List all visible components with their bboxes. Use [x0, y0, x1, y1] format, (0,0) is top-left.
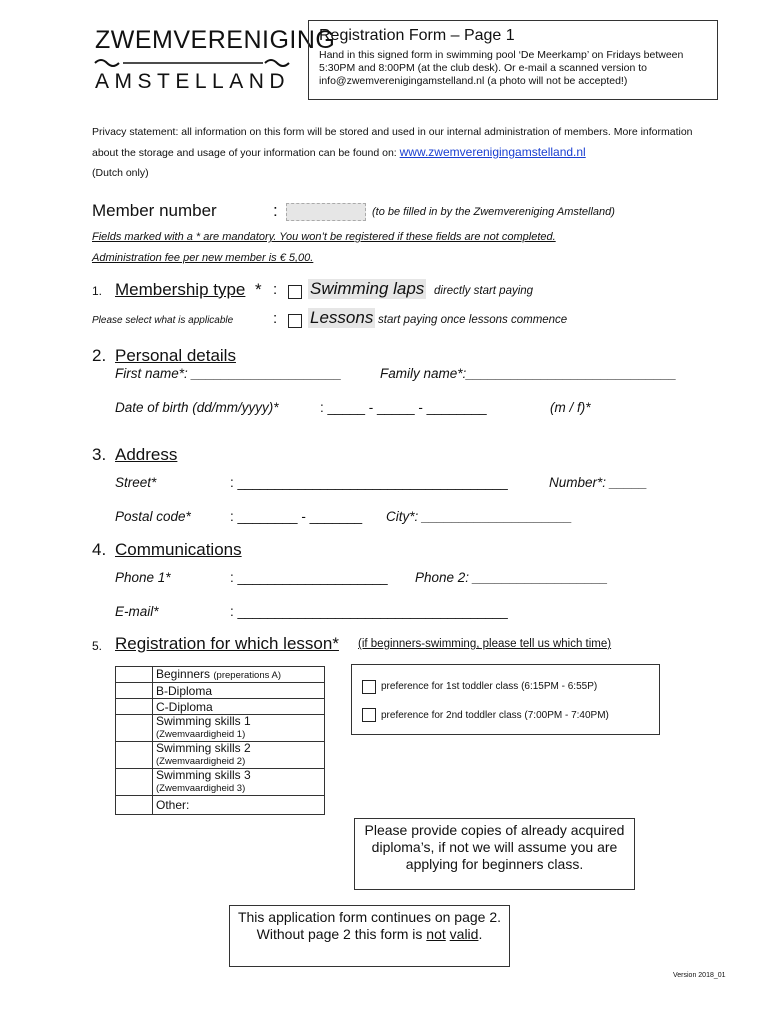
- postal-code-label: Postal code*: [115, 509, 191, 524]
- lessons-note: start paying once lessons commence: [378, 314, 568, 326]
- lesson-checkbox-cell[interactable]: [116, 742, 153, 769]
- dob-label: Date of birth (dd/mm/yyyy)*: [115, 400, 279, 415]
- lesson-row: [116, 742, 325, 769]
- member-number-label: Member number: [92, 201, 217, 220]
- member-number-field[interactable]: [286, 203, 366, 221]
- not-text: not: [426, 926, 446, 942]
- phone1-label: Phone 1*: [115, 570, 171, 585]
- fee-note: Administration fee per new member is € 5,00.: [92, 252, 314, 264]
- continues-notice: [229, 905, 510, 967]
- section-5-number: 5.: [92, 639, 103, 653]
- valid-text: valid: [449, 926, 479, 942]
- lesson-row: [116, 769, 325, 796]
- lesson-name: Other:: [156, 798, 190, 812]
- version-label: Version 2018_01: [673, 972, 726, 979]
- lesson-row: [116, 699, 325, 715]
- city-field[interactable]: City*: ____________________: [386, 509, 573, 524]
- lesson-name: Swimming skills 3: [156, 768, 251, 782]
- phone1-field[interactable]: : ____________________: [230, 570, 388, 585]
- communications-title: Communications: [115, 540, 242, 559]
- lesson-name-cell: [153, 667, 325, 683]
- lesson-name-cell: [153, 715, 325, 742]
- postal-code-field[interactable]: : ________ - _______: [230, 509, 363, 524]
- lessons-label: Lessons: [310, 308, 374, 327]
- lesson-name: B-Diploma: [156, 683, 213, 698]
- section-2-number: 2.: [92, 346, 107, 365]
- lesson-name-cell: [153, 683, 325, 699]
- section-3-number: 3.: [92, 445, 107, 464]
- lesson-checkbox-cell[interactable]: [116, 796, 153, 815]
- diploma-notice: Please provide copies of already acquired diploma’s, if not we will assume you are applying for beginners class.: [354, 818, 635, 890]
- membership-colon-1: :: [273, 281, 278, 298]
- lesson-name: Swimming skills 1: [156, 714, 251, 728]
- lesson-row: [116, 796, 325, 815]
- swimming-laps-checkbox[interactable]: [288, 285, 302, 299]
- membership-hint: Please select what is applicable: [92, 315, 234, 326]
- email-field[interactable]: : ____________________________________: [230, 604, 508, 619]
- membership-title: Membership type: [115, 280, 246, 299]
- house-number-field[interactable]: Number*: _____: [549, 475, 648, 490]
- membership-star: *: [255, 280, 262, 299]
- lessons-checkbox[interactable]: [288, 314, 302, 328]
- lesson-checkbox-cell[interactable]: [116, 769, 153, 796]
- street-label: Street*: [115, 475, 157, 490]
- lesson-row: [116, 667, 325, 683]
- toddler-preference-box: [351, 664, 660, 735]
- membership-colon-2: :: [273, 310, 278, 327]
- logo-line-2: AMSTELLAND: [95, 70, 291, 93]
- email-label: E-mail*: [115, 604, 159, 619]
- website-link[interactable]: www.zwemverenigingamstelland.nl: [399, 145, 586, 159]
- lesson-name-cell: [153, 796, 325, 815]
- toddler-2-checkbox[interactable]: [362, 708, 376, 722]
- section-1-number: 1.: [92, 284, 103, 298]
- privacy-dutch-only: (Dutch only): [92, 167, 149, 179]
- section-4-number: 4.: [92, 540, 107, 559]
- dob-field[interactable]: : _____ - _____ - ________: [320, 400, 487, 415]
- lesson-name: Beginners: [156, 666, 211, 681]
- lesson-name-cell: [153, 699, 325, 715]
- lesson-sub: (Zwemvaardigheid 1): [156, 729, 246, 740]
- lesson-title: Registration for which lesson*: [115, 634, 339, 653]
- lesson-sub: (Zwemvaardigheid 2): [156, 756, 246, 767]
- lesson-checkbox-cell[interactable]: [116, 667, 153, 683]
- form-title: Registration Form – Page 1: [319, 27, 515, 44]
- lesson-row: [116, 715, 325, 742]
- lesson-name: Swimming skills 2: [156, 741, 251, 755]
- privacy-text: Privacy statement: all information on this form will be stored and used in our internal administration of members. More information about the storage and usage of your information can be found on:: [92, 126, 693, 159]
- period-text: .: [478, 926, 483, 942]
- member-colon: :: [273, 201, 278, 220]
- lesson-note: (if beginners-swimming, please tell us which time): [358, 638, 612, 650]
- address-title: Address: [115, 445, 178, 464]
- lesson-checkbox-cell[interactable]: [116, 683, 153, 699]
- phone2-field[interactable]: Phone 2: __________________: [415, 570, 608, 585]
- lesson-name-cell: [153, 769, 325, 796]
- lesson-checkbox-cell[interactable]: [116, 715, 153, 742]
- toddler-1-label: preference for 1st toddler class (6:15PM - 6:55P): [381, 681, 598, 692]
- lesson-table: [115, 666, 325, 815]
- wave-logo-icon: [93, 56, 293, 70]
- gender-field[interactable]: (m / f)*: [550, 400, 591, 415]
- lesson-name-cell: [153, 742, 325, 769]
- logo-line-1: ZWEMVERENIGING: [95, 26, 336, 54]
- toddler-1-checkbox[interactable]: [362, 680, 376, 694]
- privacy-statement: [92, 122, 712, 183]
- lesson-row: [116, 683, 325, 699]
- street-field[interactable]: : ____________________________________: [230, 475, 508, 490]
- lesson-name: C-Diploma: [156, 699, 213, 714]
- lesson-sub: (Zwemvaardigheid 3): [156, 783, 246, 794]
- lesson-sub: (preperations A): [213, 669, 281, 681]
- lesson-checkbox-cell[interactable]: [116, 699, 153, 715]
- hand-in-note: Hand in this signed form in swimming pool ‘De Meerkamp’ on Fridays between 5:30PM and 8:00PM (at the club desk). Or e-mail a scanned version to info@zwemverenigingamstelland.nl (a photo will not be accepted!): [319, 49, 684, 87]
- first-name-field[interactable]: First name*: ____________________: [115, 366, 342, 381]
- mandatory-note: Fields marked with a * are mandatory. You won’t be registered if these fields are not completed.: [92, 231, 556, 243]
- header-box: [308, 20, 718, 100]
- swimming-laps-label: Swimming laps: [310, 279, 425, 298]
- member-number-note: (to be filled in by the Zwemvereniging Amstelland): [372, 206, 615, 218]
- swimming-laps-note: directly start paying: [434, 285, 534, 297]
- family-name-field[interactable]: Family name*:____________________________: [380, 366, 677, 381]
- continues-text: This application form continues on page 2. Without page 2 this form is: [237, 909, 502, 942]
- toddler-2-label: preference for 2nd toddler class (7:00PM - 7:40PM): [381, 710, 609, 721]
- personal-details-title: Personal details: [115, 346, 236, 365]
